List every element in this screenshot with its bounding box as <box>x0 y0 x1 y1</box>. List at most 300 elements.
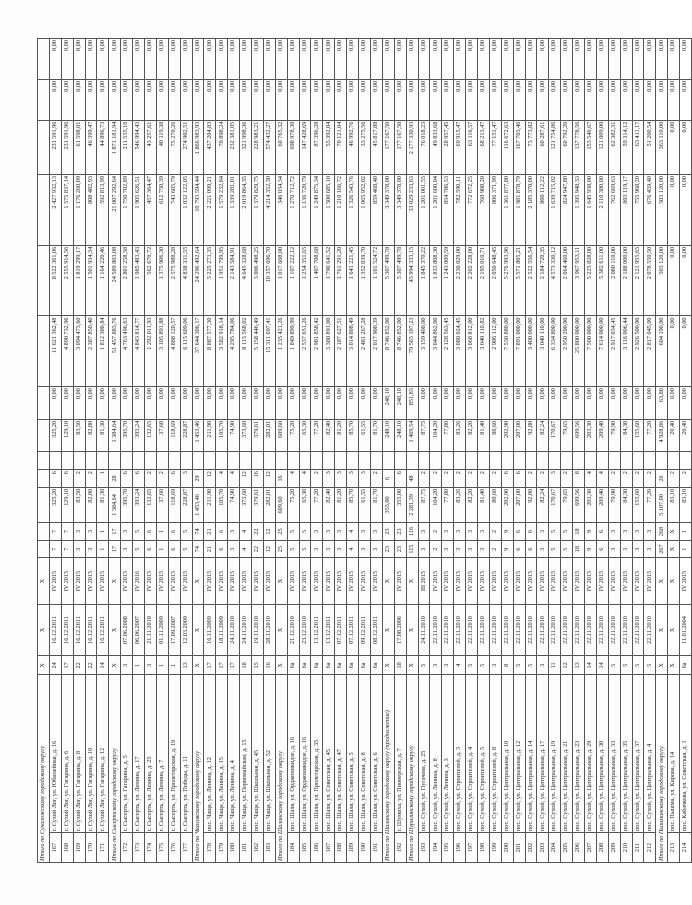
table-cell: 84,30 <box>620 419 632 452</box>
table-cell: 0,00 <box>489 39 501 80</box>
table-cell: Х <box>406 558 418 604</box>
address-cell: пос. Сухой, ул. Центральная, д. 10 <box>501 675 513 833</box>
table-cell <box>38 523 50 541</box>
table-row <box>537 39 549 863</box>
table-cell: 393,24 <box>133 487 145 522</box>
table-cell: 73 773,82 <box>525 120 537 174</box>
table-cell: 0,00 <box>370 79 382 120</box>
table-cell: 1 871 181,94 <box>109 120 121 174</box>
address-cell: пос. Шаля, ул. Советская, д. 45 <box>323 675 335 833</box>
table-cell: 355,00 <box>382 487 394 522</box>
address-cell: пос. Сухой, ул. Центральная, д. 30 <box>596 675 608 833</box>
table-cell: 0,00 <box>73 387 85 420</box>
table-cell: 17 <box>61 656 73 675</box>
table-cell: IV 2015 <box>252 558 264 604</box>
table-cell: 3 094 473,60 <box>73 316 85 387</box>
table-cell <box>38 470 50 488</box>
table-cell: 08.12.2011 <box>370 604 382 656</box>
row-number-cell: 173 <box>133 833 145 863</box>
table-cell: 0,00 <box>180 387 192 420</box>
table-cell: 2 121 955,65 <box>632 245 644 316</box>
table-cell: 2 <box>537 470 549 488</box>
table-cell: 0,00 <box>323 79 335 120</box>
table-cell: 1 866 983,93 <box>192 120 204 174</box>
table-row <box>668 39 680 863</box>
table-cell: 37,60 <box>156 419 168 452</box>
table-cell: 0,00 <box>477 387 489 420</box>
table-cell: 167 703,46 <box>513 120 525 174</box>
address-cell: пос. Сухой, ул. Ленина, д. 3 <box>442 675 454 833</box>
table-cell: 3 068 812,00 <box>466 316 478 387</box>
table-row <box>156 39 168 863</box>
table-cell: 81,70 <box>370 487 382 522</box>
table-cell: 2 064 460,00 <box>561 245 573 316</box>
table-cell: 3 <box>620 523 632 541</box>
table-cell: 59 314,12 <box>620 120 632 174</box>
table-cell: 0,00 <box>489 79 501 120</box>
table-cell: 12 <box>204 470 216 488</box>
address-cell: пос. Чаща, ул. Ленина, д. 15 <box>216 675 228 833</box>
table-cell: 22.11.2010 <box>466 604 478 656</box>
table-cell: 83,50 <box>73 487 85 522</box>
table-cell: 4 <box>454 656 466 675</box>
table-row <box>620 39 632 863</box>
table-cell: 06.06.2007 <box>133 604 145 656</box>
table-cell: IV 2015 <box>97 558 109 604</box>
table-cell: 3 380 891,00 <box>323 316 335 387</box>
table-cell: 755 968,20 <box>632 175 644 246</box>
table-cell: 1 326 543,76 <box>347 175 359 246</box>
table-cell: 6 115 609,06 <box>180 316 192 387</box>
table-cell: 07.12.2011 <box>347 604 359 656</box>
table-cell: 09.12.2011 <box>359 604 371 656</box>
table-cell <box>620 452 632 470</box>
table-cell: 22.11.2010 <box>608 604 620 656</box>
table-cell: 81,30 <box>97 487 109 522</box>
table-cell: Х <box>406 604 418 656</box>
table-cell <box>430 452 442 470</box>
table-cell: Х <box>382 604 394 656</box>
table-cell: 2 <box>644 470 656 488</box>
table-cell: 0,00 <box>145 79 157 120</box>
row-number-cell: 204 <box>549 833 561 863</box>
table-cell <box>49 452 61 470</box>
row-number-cell: 200 <box>501 833 513 863</box>
address-cell: пос. Сухой, ул. Строителей, д. 5 <box>477 675 489 833</box>
table-cell: 0,00 <box>680 79 692 120</box>
table-cell: IV 2015 <box>537 558 549 604</box>
table-cell: 1 453,46 <box>192 419 204 452</box>
table-cell: IV 2015 <box>180 558 192 604</box>
table-cell: 2 <box>430 540 442 558</box>
table-cell: 21 007 292,64 <box>109 175 121 246</box>
table-cell: 0,00 <box>61 79 73 120</box>
table-row <box>299 39 311 863</box>
table-cell <box>109 452 121 470</box>
table-cell: 5 <box>549 523 561 541</box>
table-cell <box>561 452 573 470</box>
table-cell: 1 249 875,34 <box>311 175 323 246</box>
table-cell: 77,80 <box>442 487 454 522</box>
table-cell: 82,24 <box>537 419 549 452</box>
address-cell: пос. Сухой, ул. Строителей, д. 4 <box>466 675 478 833</box>
table-cell: 45 817,88 <box>370 120 382 174</box>
table-cell: 202,90 <box>501 487 513 522</box>
table-cell <box>252 452 264 470</box>
table-cell: 202,90 <box>501 419 513 452</box>
table-cell: 0,00 <box>584 387 596 420</box>
table-cell: 24.11.2010 <box>228 604 240 656</box>
table-cell: 0,00 <box>121 39 133 80</box>
table-cell: 612 750,39 <box>156 175 168 246</box>
table-cell: 22.11.2010 <box>501 604 513 656</box>
table-cell: 698 978,30 <box>287 120 299 174</box>
address-cell: пос. Шаля, ул. Советская, д. 6 <box>370 675 382 833</box>
table-cell: 5 <box>549 540 561 558</box>
table-cell: 0,00 <box>263 39 275 80</box>
row-number-cell: 211 <box>632 833 644 863</box>
table-cell: 2 <box>370 470 382 488</box>
table-cell <box>38 540 50 558</box>
table-cell: IV 2015 <box>370 558 382 604</box>
table-cell <box>145 452 157 470</box>
table-cell: 0,00 <box>61 387 73 420</box>
table-row <box>442 39 454 863</box>
table-cell: 0,00 <box>287 39 299 80</box>
table-cell: 0,00 <box>97 387 109 420</box>
table-cell <box>38 79 50 120</box>
table-cell: 0,00 <box>192 79 204 120</box>
table-cell: 3 967 953,11 <box>573 245 585 316</box>
table-cell: 1 579 232,84 <box>216 175 228 246</box>
table-cell: 0,00 <box>204 79 216 120</box>
row-number-cell: 168 <box>61 833 73 863</box>
table-cell: 0,00 <box>275 79 287 120</box>
table-cell: 83,26 <box>454 419 466 452</box>
table-cell: 609,60 <box>275 419 287 452</box>
table-cell <box>442 452 454 470</box>
table-cell: 0,00 <box>668 387 680 420</box>
table-cell: 11 <box>549 656 561 675</box>
table-cell: 104,20 <box>430 487 442 522</box>
table-cell <box>168 452 180 470</box>
address-cell: пос. Шаля, ул. Советская, д. 8 <box>359 675 371 833</box>
table-cell: 604 190,00 <box>656 316 668 387</box>
table-cell: 137 778,56 <box>573 120 585 174</box>
table-cell: 800 112,22 <box>537 175 549 246</box>
table-cell: 28.11.2010 <box>263 604 275 656</box>
table-cell: 0,00 <box>180 39 192 80</box>
address-cell: пос. Сухой, ул. Центральная, д. 29 <box>584 675 596 833</box>
address-cell: г. Сысерть, ул. Ленина, д. 17 <box>133 675 145 833</box>
table-cell: 1 136 720,79 <box>299 175 311 246</box>
table-cell: 0,00 <box>299 39 311 80</box>
table-cell: 3 <box>359 470 371 488</box>
table-cell: Х <box>38 656 50 675</box>
table-cell: Х <box>382 558 394 604</box>
table-cell: 0,00 <box>394 79 406 120</box>
table-cell: 0,00 <box>145 387 157 420</box>
table-cell: 82,20 <box>466 487 478 522</box>
table-cell: 6 <box>382 470 394 488</box>
table-cell: 0,00 <box>240 79 252 120</box>
table-cell: 1 812 300,84 <box>97 316 109 387</box>
table-cell: 0,00 <box>632 39 644 80</box>
table-cell: 21 <box>204 540 216 558</box>
table-cell: 0,00 <box>311 79 323 120</box>
row-number-cell: 185 <box>299 833 311 863</box>
table-cell: 0,00 <box>311 39 323 80</box>
table-cell: IV 2015 <box>228 558 240 604</box>
table-cell: 4 763 496,63 <box>121 316 133 387</box>
table-cell: IV 2015 <box>454 558 466 604</box>
table-cell: 51 457 883,76 <box>109 316 121 387</box>
table-cell: 4 843 814,77 <box>133 316 145 387</box>
table-cell: 2 202 228,00 <box>466 245 478 316</box>
table-cell: 1 254 351,65 <box>299 245 311 316</box>
table-cell: 3 <box>121 523 133 541</box>
table-cell: Х <box>656 604 668 656</box>
table-cell: 0,00 <box>133 39 145 80</box>
table-cell: 177 167,50 <box>382 120 394 174</box>
table-cell: 0,00 <box>109 79 121 120</box>
table-cell: 1 375 906,30 <box>156 245 168 316</box>
table-cell: 207,00 <box>513 487 525 522</box>
table-cell: 2 019 864,35 <box>240 175 252 246</box>
table-cell: IV 2015 <box>477 558 489 604</box>
table-cell: 1 641 221,45 <box>347 245 359 316</box>
table-cell: 859 468,40 <box>370 175 382 246</box>
row-number-cell: 167 <box>49 833 61 863</box>
table-cell: 0,00 <box>97 79 109 120</box>
table-cell: 6 <box>168 470 180 488</box>
table-row <box>418 39 430 863</box>
total-row-title: Итого по Шалинскому городскому округу (продолжение) <box>382 675 394 863</box>
table-cell: 1 500 685,10 <box>323 175 335 246</box>
table-cell: IV 2015 <box>168 558 180 604</box>
table-cell: 6 <box>596 540 608 558</box>
table-cell: 60 765,32 <box>275 120 287 174</box>
table-cell: 19.11.2010 <box>252 604 264 656</box>
table-cell: 2 281,39 <box>406 487 418 522</box>
table-cell: 75,20 <box>287 419 299 452</box>
row-number-cell: 188 <box>335 833 347 863</box>
address-cell: г. Сухой Лог, ул. Юбилейная, д. 16 <box>49 675 61 833</box>
table-cell <box>133 452 145 470</box>
table-cell: 3 <box>121 656 133 675</box>
address-cell: пос. Сухой, ул. Строителей, д. 8 <box>489 675 501 833</box>
table-cell: 5 <box>299 540 311 558</box>
table-cell: 22 <box>252 523 264 541</box>
table-cell: Х <box>668 656 680 675</box>
table-cell: 3 <box>347 470 359 488</box>
table-cell <box>121 452 133 470</box>
row-number-cell: 180 <box>228 833 240 863</box>
table-row <box>477 39 489 863</box>
table-cell: 5 276 993,96 <box>501 245 513 316</box>
table-cell: 0,00 <box>252 79 264 120</box>
table-cell: 3 <box>537 540 549 558</box>
table-cell: 76 018,23 <box>418 120 430 174</box>
table-cell: 8 <box>573 470 585 488</box>
table-cell: IV 2015 <box>489 558 501 604</box>
table-cell <box>180 452 192 470</box>
table-cell: 0,00 <box>240 387 252 420</box>
table-row <box>561 39 573 863</box>
address-cell: пос. Сухой, ул. Центральная, д. 4 <box>644 675 656 833</box>
table-cell: 1 453,46 <box>192 487 204 522</box>
table-cell: 0,00 <box>168 387 180 420</box>
table-cell: 3 <box>359 523 371 541</box>
table-cell: IV 2015 <box>216 558 228 604</box>
table-cell: 0,00 <box>406 39 418 80</box>
table-cell: 2 387 850,40 <box>85 316 97 387</box>
table-cell: 115 <box>406 540 418 558</box>
table-cell: 1 <box>97 470 109 488</box>
table-cell: 17 <box>109 523 121 541</box>
table-cell: 4 838 331,55 <box>180 245 192 316</box>
table-cell: 77,20 <box>644 487 656 522</box>
table-cell: 1 292 011,93 <box>145 316 157 387</box>
table-cell <box>347 452 359 470</box>
table-cell <box>192 452 204 470</box>
table-cell <box>335 452 347 470</box>
table-cell: 22 <box>85 656 97 675</box>
table-cell: 0,00 <box>668 316 680 387</box>
table-cell: 0,00 <box>85 39 97 80</box>
table-cell: 268 <box>656 523 668 541</box>
table-row <box>430 39 442 863</box>
table-cell: 51 200,54 <box>644 120 656 174</box>
table-cell: 2 187 627,51 <box>335 316 347 387</box>
table-cell: IV 2015 <box>501 558 513 604</box>
table-cell: 3 <box>442 656 454 675</box>
table-cell <box>394 452 406 470</box>
table-cell: 82,40 <box>323 419 335 452</box>
table-cell: 699,56 <box>573 419 585 452</box>
table-cell: 0,00 <box>668 79 680 120</box>
table-cell: 177 167,50 <box>394 120 406 174</box>
table-cell: 5 <box>299 523 311 541</box>
table-cell: 82,80 <box>85 419 97 452</box>
table-row <box>394 39 406 863</box>
table-cell: 6а <box>335 656 347 675</box>
table-cell: 7 <box>61 540 73 558</box>
table-cell: Х <box>382 656 394 675</box>
table-cell: 83,10 <box>668 487 680 522</box>
address-cell: пос. Сухой, ул. Центральная, д. 21 <box>561 675 573 833</box>
table-cell: 87,75 <box>418 419 430 452</box>
table-cell: 0,00 <box>466 39 478 80</box>
table-cell: 0,00 <box>359 79 371 120</box>
table-cell: 24 296 492,64 <box>192 245 204 316</box>
table-cell: 129,10 <box>61 419 73 452</box>
table-cell: Х <box>192 604 204 656</box>
table-cell: 2 <box>477 470 489 488</box>
table-cell: 16 <box>275 470 287 488</box>
table-cell: 231 591,96 <box>49 120 61 174</box>
table-cell: Х <box>668 540 680 558</box>
table-cell: 2 <box>668 470 680 488</box>
table-total-row <box>109 39 121 863</box>
table-cell: 9 <box>501 540 513 558</box>
table-cell: 85,70 <box>347 487 359 522</box>
table-cell: 0,00 <box>656 79 668 120</box>
address-cell: г. Сухой Лог, ул. Гагарина, д. 8 <box>73 675 85 833</box>
table-cell: 2 575 988,28 <box>168 245 180 316</box>
table-cell: IV 2015 <box>513 558 525 604</box>
table-cell: 22.11.2010 <box>525 604 537 656</box>
table-cell: 23 <box>382 540 394 558</box>
table-cell: 0,00 <box>430 39 442 80</box>
table-cell: 22.11.2010 <box>489 604 501 656</box>
table-cell: 22.11.2010 <box>573 604 585 656</box>
table-cell: 5 <box>632 656 644 675</box>
table-cell: 228,87 <box>180 419 192 452</box>
table-cell: 2 080 110,00 <box>608 245 620 316</box>
table-cell: 74,90 <box>228 487 240 522</box>
table-cell: 8 887 577,30 <box>204 316 216 387</box>
table-cell: 379,61 <box>252 419 264 452</box>
table-cell <box>38 387 50 420</box>
table-cell: 1 <box>156 656 168 675</box>
table-cell: 63 411,17 <box>632 120 644 174</box>
table-cell: 0,00 <box>49 79 61 120</box>
table-cell: 6 <box>216 523 228 541</box>
table-cell: 3 <box>335 540 347 558</box>
table-cell: 3 <box>537 656 549 675</box>
table-cell: 0,00 <box>418 387 430 420</box>
table-cell: 0,00 <box>335 387 347 420</box>
table-cell: 0,00 <box>97 39 109 80</box>
table-cell: 13.12.2011 <box>311 604 323 656</box>
row-number-cell: 197 <box>466 833 478 863</box>
table-row <box>180 39 192 863</box>
table-cell: 503 120,00 <box>656 175 668 246</box>
table-cell: 22 <box>73 656 85 675</box>
table-cell <box>382 452 394 470</box>
table-cell: 2 <box>466 470 478 488</box>
table-cell: 2 <box>489 523 501 541</box>
address-cell: пос. Сухой, ул. Центральная, д. 37 <box>632 675 644 833</box>
table-cell: 1 235 421,26 <box>275 316 287 387</box>
table-total-row <box>275 39 287 863</box>
table-cell: 0,00 <box>442 387 454 420</box>
table-cell: 699,56 <box>573 487 585 522</box>
table-cell: 3 <box>228 523 240 541</box>
table-cell: 5 571 805,21 <box>513 245 525 316</box>
table-cell: 5 <box>133 523 145 541</box>
table-cell <box>537 452 549 470</box>
table-cell: 75 270,26 <box>168 120 180 174</box>
table-cell: 4 573 330,12 <box>549 245 561 316</box>
table-cell: 61,55 <box>359 419 371 452</box>
row-number-cell: 206 <box>573 833 585 863</box>
table-cell: 16.12.2011 <box>49 604 61 656</box>
table-cell: 3 <box>608 523 620 541</box>
table-cell: 3 <box>489 656 501 675</box>
table-cell: 2 <box>442 470 454 488</box>
table-cell: 3 040 110,82 <box>477 316 489 387</box>
table-cell: 1 407 708,68 <box>311 245 323 316</box>
table-cell: 170,67 <box>549 487 561 522</box>
table-total-row <box>192 39 204 863</box>
table-row <box>359 39 371 863</box>
table-cell <box>38 487 50 522</box>
table-cell: 77,20 <box>311 487 323 522</box>
table-cell: 18 <box>573 523 585 541</box>
address-cell: пос. Сухой, ул. Центральная, д. 17 <box>537 675 549 833</box>
